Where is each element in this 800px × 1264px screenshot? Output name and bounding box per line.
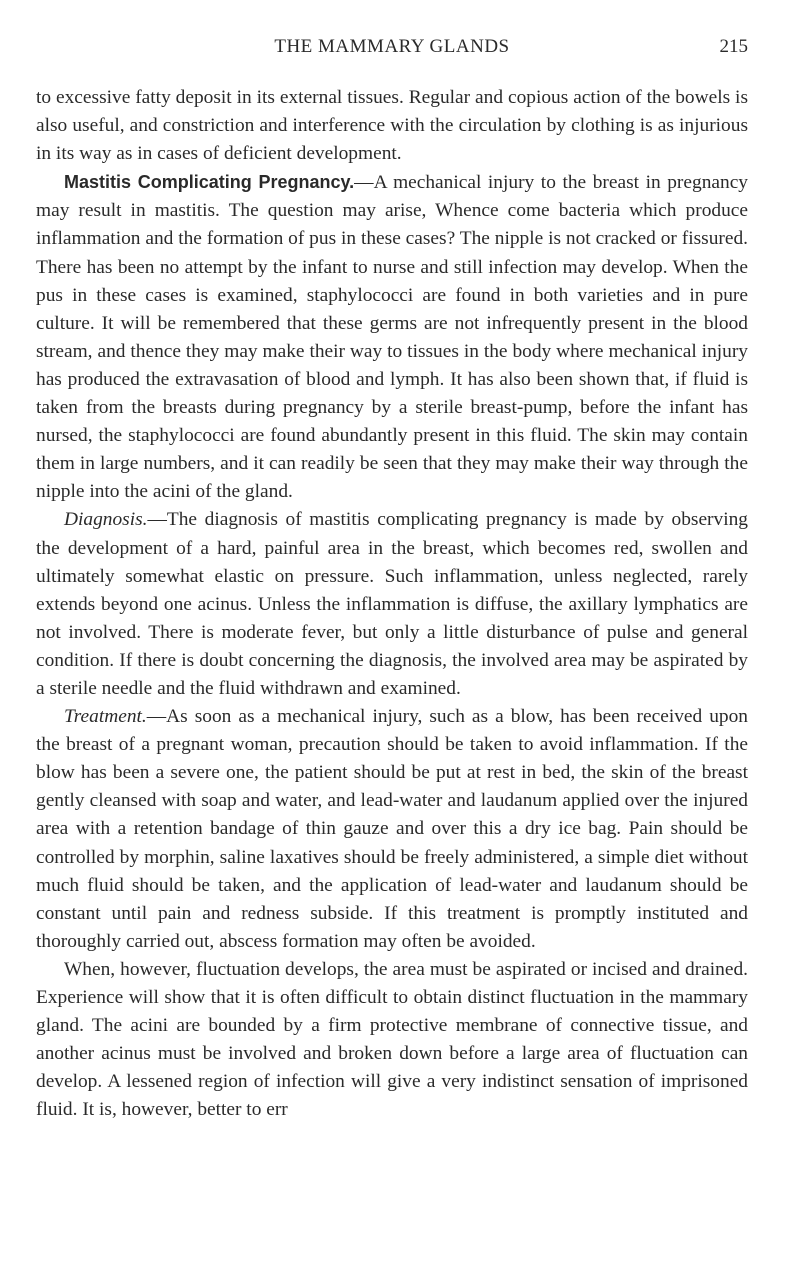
paragraph-mastitis <box>36 168 748 506</box>
paragraph-treatment-text: —As soon as a mechanical injury, such as a blow, has been received upon the breast of a pregnant woman, precaution should be taken to avoid inflammation. If the blow has been a severe one, the patient should be put at rest in bed, the skin of the breast gently cleansed with soap and water, and lead-water and laudanum applied over the injured area with a retention bandage of thin gauze and over this a dry ice bag. Pain should be controlled by morphin, saline laxatives should be freely administered, a simple diet without much fluid should be taken, and the application of lead-water and laudanum should be constant until pain and redness subside. If this treatment is promptly instituted and thoroughly carried out, abscess formation may often be avoided. <box>36 706 748 952</box>
run-in-heading-treatment: Treatment. <box>64 706 147 728</box>
paragraph-mastitis-text: —A mechanical injury to the breast in pregnancy may result in mastitis. The question may arise, Whence come bacteria which produce inflammation and the formation of pus in these cases? The nipple is not cracked or fissured. There has been no attempt by the infant to nurse and still infection may develop. When the pus in these cases is examined, staphylococci are found in both varieties and in pure culture. It will be remembered that these germs are not infrequently present in the blood stream, and thence they may make their way to tissues in the body where mechanical injury has produced the extravasation of blood and lymph. It has also been shown that, if fluid is taken from the breasts during pregnancy by a sterile breast-pump, before the infant has nursed, the staphylococci are found abundantly present in this fluid. The skin may contain them in large numbers, and it can readily be seen that they may make their way through the nipple into the acini of the gland. <box>36 172 748 503</box>
paragraph-treatment <box>36 703 748 956</box>
section-heading-mastitis: Mastitis Complicating Pregnancy. <box>64 172 355 193</box>
body-text <box>36 84 748 1124</box>
paragraph-fluctuation: When, however, fluctuation develops, the area must be aspirated or incised and drained. Experience will show that it is often difficult to obtain distinct fluctuation in the mammary gland. The acini are bounded by a firm protective membrane of connective tissue, and another acinus must be involved and broken down before a large area of fluctuation can develop. A lessened region of infection will give a very indistinct sensation of imprisoned fluid. It is, however, better to err <box>36 958 748 1121</box>
chapter-title: THE MAMMARY GLANDS <box>274 36 510 57</box>
paragraph-diagnosis <box>36 506 748 703</box>
paragraph-diagnosis-text: —The diagnosis of mastitis complicating pregnancy is made by observing the development of a hard, painful area in the breast, which becomes red, swollen and ultimately somewhat elastic on pressure. Such inflammation, unless neglected, rarely extends beyond one acinus. Unless the inflammation is diffuse, the axillary lymphatics are not involved. There is moderate fever, but only a little disturbance of pulse and general condition. If there is doubt concerning the diagnosis, the involved area may be aspirated by a sterile needle and the fluid withdrawn and examined. <box>36 509 748 699</box>
page-number: 215 <box>719 36 748 57</box>
run-in-heading-diagnosis: Diagnosis. <box>64 509 148 531</box>
running-header <box>36 0 748 60</box>
paragraph-continuation: to excessive fatty deposit in its external tissues. Regular and copious action of the bowels is also useful, and constriction and interference with the circulation by clothing is as injurious in its way as in cases of deficient development. <box>36 87 748 165</box>
book-page <box>36 0 748 1124</box>
